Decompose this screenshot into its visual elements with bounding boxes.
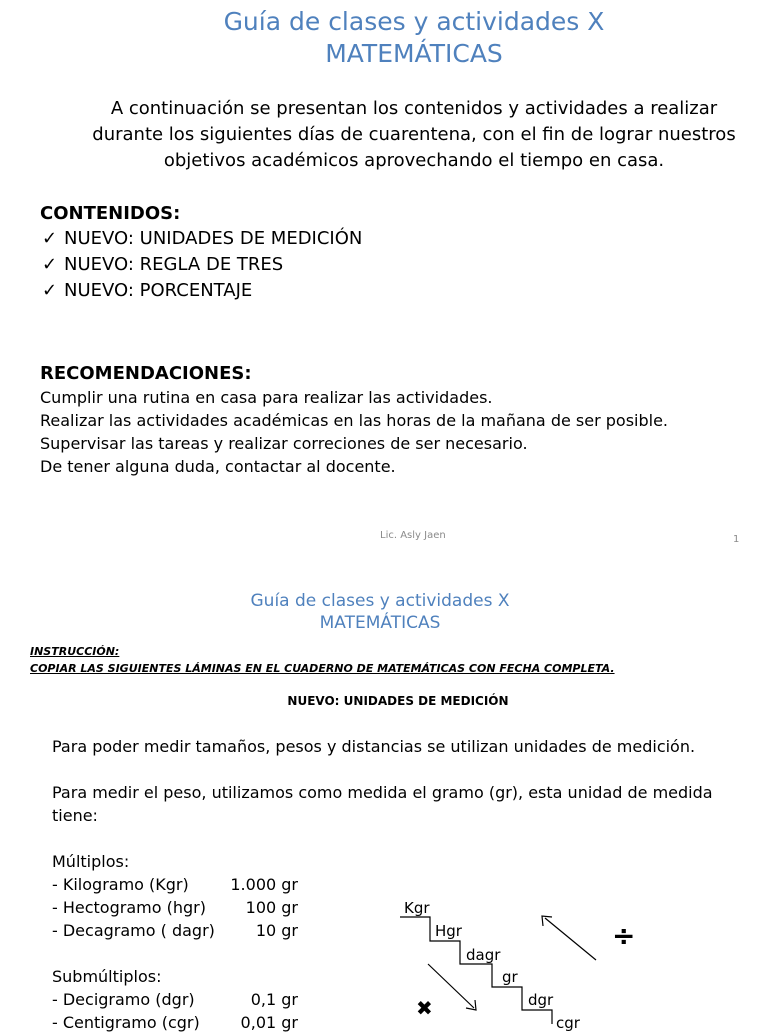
list-item: Realizar las actividades académicas en las horas de la mañana de ser posible. — [40, 411, 669, 430]
instruccion-label: INSTRUCCIÓN: — [30, 645, 120, 658]
list-item: ✓ NUEVO: UNIDADES DE MEDICIÓN — [42, 226, 362, 252]
slide2-title-line2: MATEMÁTICAS — [319, 613, 441, 633]
instruccion-text: COPIAR LAS SIGUIENTES LÁMINAS EN EL CUADERNO DE MATEMÁTICAS CON FECHA COMPLETA. — [30, 662, 615, 675]
step-label-dgr: dgr — [528, 991, 554, 1009]
divide-icon: ÷ — [612, 919, 636, 952]
list-item: ✓ NUEVO: PORCENTAJE — [42, 278, 362, 304]
footer-author: Lic. Asly Jaen — [380, 530, 446, 541]
check-icon: ✓ — [42, 280, 58, 301]
step-label-gr: gr — [502, 968, 518, 986]
list-item: - Kilogramo (Kgr) 1.000 gr — [52, 875, 298, 894]
slide2-title-line1: Guía de clases y actividades X — [250, 591, 510, 611]
multiply-icon: ✖ — [416, 996, 433, 1020]
intro-paragraph: A continuación se presentan los contenidos y actividades a realizar durante los siguientes días de cuarentena, con el fin de lograr nuestros objetivos académicos aprovechando el tiempo en casa. — [92, 98, 736, 171]
contenidos-heading: CONTENIDOS: — [40, 203, 181, 224]
recomendaciones-heading: RECOMENDACIONES: — [40, 363, 252, 384]
list-item: - Hectogramo (hgr) 100 gr — [52, 898, 298, 917]
list-item: Supervisar las tareas y realizar correciones de ser necesario. — [40, 434, 528, 453]
step-label-cgr: cgr — [556, 1014, 580, 1032]
step-label-dagr: dagr — [466, 946, 501, 964]
paragraph-medicion: Para poder medir tamaños, pesos y distancias se utilizan unidades de medición. — [52, 737, 696, 756]
list-item: - Centigramo (cgr) 0,01 gr — [52, 1013, 298, 1032]
list-item: ✓ NUEVO: REGLA DE TRES — [42, 252, 362, 278]
list-item: De tener alguna duda, contactar al docente. — [40, 457, 396, 476]
check-icon: ✓ — [42, 254, 58, 275]
paragraph-peso: Para medir el peso, utilizamos como medida el gramo (gr), esta unidad de medida tiene: — [52, 783, 713, 825]
list-item: Cumplir una rutina en casa para realizar las actividades. — [40, 388, 493, 407]
page-number: 1 — [733, 534, 740, 545]
section-title: NUEVO: UNIDADES DE MEDICIÓN — [287, 694, 509, 708]
submultiplos-heading: Submúltiplos: — [52, 967, 162, 986]
list-item: - Decagramo ( dagr) 10 gr — [52, 921, 298, 940]
step-label-kgr: Kgr — [404, 899, 430, 917]
step-label-hgr: Hgr — [435, 922, 462, 940]
arrow-down-right — [428, 964, 476, 1010]
check-icon: ✓ — [42, 228, 58, 249]
arrow-up-left — [542, 916, 596, 960]
slide1-title-line2: MATEMÁTICAS — [325, 39, 503, 68]
multiplos-heading: Múltiplos: — [52, 852, 130, 871]
slide1-title-line1: Guía de clases y actividades X — [223, 7, 605, 36]
list-item: - Decigramo (dgr) 0,1 gr — [52, 990, 298, 1009]
